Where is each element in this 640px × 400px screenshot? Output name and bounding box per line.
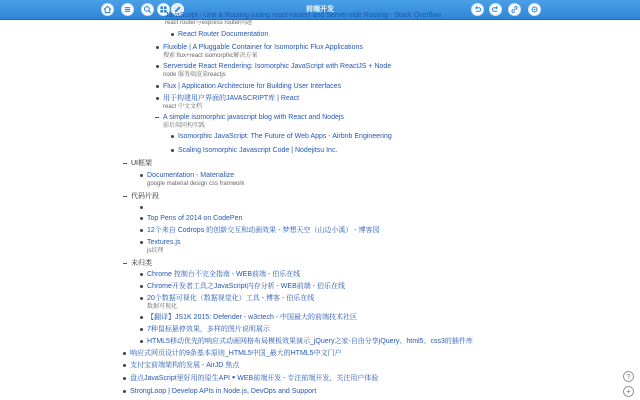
help-button[interactable]: ? <box>623 371 634 382</box>
bullet-icon <box>140 285 143 288</box>
list-item[interactable]: Serverside React Rendering: Isomorphic JavaScript with ReactJS + Node <box>156 63 391 71</box>
bullet-icon <box>140 229 143 232</box>
bullet-icon <box>140 273 143 276</box>
bullet-icon <box>140 206 143 209</box>
section-ui-framework[interactable]: UI框架 <box>123 160 152 168</box>
add-button[interactable]: + <box>623 386 634 397</box>
note: node 服务端渲染reactjs <box>163 72 226 78</box>
list-item[interactable]: Chrome开发者工具之JavaScript内存分析 - WEB前端 - 伯乐在线 <box>140 283 345 291</box>
bullet-icon <box>123 364 126 367</box>
list-item[interactable]: 盘点JavaScript里好用的原生API ꔷ WEB前端开发 - 专注前端开发，关注用户体验 <box>123 375 378 383</box>
bullet-icon <box>156 65 159 68</box>
note: react 中文文档 <box>163 104 203 110</box>
note: 前后端同构实践 <box>163 123 206 129</box>
bullet-icon <box>140 217 143 220</box>
list-item[interactable]: StrongLoop | Develop APIs in Node.js, DevOps and Support <box>123 388 316 396</box>
list-item[interactable]: Chrome 控制台不完全指南 - WEB前端 - 伯乐在线 <box>140 271 300 279</box>
bullet-icon <box>156 85 159 88</box>
list-item[interactable]: HTML5移动优先的响应式动画网格布局模板效果演示_jQuery之家-自由分享jQuery、html5、css3的插件库 <box>140 338 473 346</box>
bullet-icon <box>123 377 126 380</box>
section-code-snippets[interactable]: 代码片段 <box>123 193 159 201</box>
bullet-icon <box>140 316 143 319</box>
note: google material design css framwork <box>147 181 245 187</box>
collapse-icon[interactable] <box>123 163 127 164</box>
collapse-icon[interactable] <box>155 117 159 118</box>
bullet-icon <box>140 340 143 343</box>
list-item[interactable]: Scaling Isomorphic Javascript Code | Nodejitsu Inc. <box>171 147 337 155</box>
settings-icon[interactable] <box>528 3 541 16</box>
undo-icon[interactable] <box>471 3 484 16</box>
bullet-icon <box>156 46 159 49</box>
list-item[interactable]: React Router Documentation <box>171 31 268 39</box>
list-item[interactable]: Flux | Application Architecture for Building User Interfaces <box>156 83 341 91</box>
page-title: 前端开发 <box>306 6 334 13</box>
list-item[interactable]: JavaScript - Unit & Routing (using react-router) and Server-side Routing - Stack Overflow <box>165 12 442 19</box>
list-item[interactable]: Isomorphic JavaScript: The Future of Web Apps - Airbnb Engineering <box>171 133 392 141</box>
list-item[interactable]: 用于构建用户界面的JAVASCRIPT库 | React <box>156 95 299 103</box>
bullet-icon <box>123 390 126 393</box>
list-item[interactable]: Fluxible | A Pluggable Container for Isomorphic Flux Applications <box>156 44 363 52</box>
link-icon[interactable] <box>508 3 521 16</box>
list-item[interactable]: 20个数据可视化（数据视觉化）工具 - 博客 - 伯乐在线 <box>140 295 314 303</box>
list-item[interactable]: 12个来自 Codrops 的创新交互和动画效果 - 梦想天空（山边小溪） - 博客园 <box>140 227 380 235</box>
list-item[interactable]: Documentation - Materialize <box>140 172 234 180</box>
bullet-icon <box>140 297 143 300</box>
outline-document <box>0 12 640 400</box>
list-item[interactable]: 【翻译】JS1K 2015: Defender - w3ctech - 中国最大的前端技术社区 <box>140 314 357 322</box>
bullet-icon <box>140 241 143 244</box>
bullet-icon <box>140 328 143 331</box>
section-uncategorized[interactable]: 未归类 <box>123 260 152 268</box>
list-item[interactable] <box>140 204 147 212</box>
collapse-icon[interactable] <box>123 196 127 197</box>
note: js纹理 <box>147 248 164 254</box>
list-item[interactable]: 支付宝前端架构的发展 - AirJD 焦点 <box>123 362 239 370</box>
bullet-icon <box>156 97 159 100</box>
redo-icon[interactable] <box>489 3 502 16</box>
list-item[interactable]: 7种鼠标悬停效果，多样的图片说明展示 <box>140 326 270 334</box>
note: 搜索 flux+react isomorphic解决方案 <box>163 53 258 59</box>
collapse-icon[interactable] <box>123 263 127 264</box>
bullet-icon <box>140 174 143 177</box>
bullet-icon <box>171 33 174 36</box>
bullet-icon <box>123 352 126 355</box>
list-item[interactable]: A simple isomorphic javascript blog with React and Nodejs <box>155 114 344 122</box>
bullet-icon <box>171 135 174 138</box>
list-item[interactable]: Top Pens of 2014 on CodePen <box>140 215 242 223</box>
list-item[interactable]: Textures.js <box>140 239 180 247</box>
note: 数据可视化 <box>147 304 178 310</box>
note: react router与express router问题 <box>165 20 253 26</box>
list-item[interactable]: 响应式网页设计的9条基本原则_HTML5中国_最大的HTML5中文门户 <box>123 350 342 358</box>
bullet-icon <box>171 149 174 152</box>
